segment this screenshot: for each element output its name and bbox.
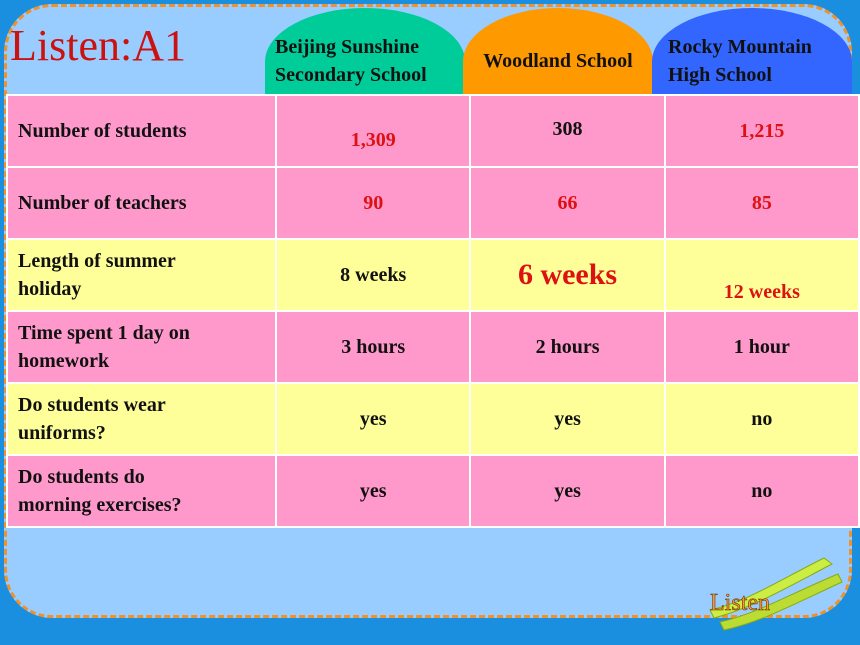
row-label-text: Number of teachers: [18, 192, 187, 214]
row-label: [7, 95, 276, 167]
row-label-text: uniforms?: [18, 422, 106, 444]
school-name-line: Secondary School: [275, 64, 427, 86]
school-name-line: High School: [668, 64, 772, 86]
row-label-text: Do students do: [18, 466, 145, 488]
table-row: [7, 455, 859, 527]
table-cell: 90: [276, 167, 470, 239]
table-cell: 1,309: [276, 95, 470, 167]
listen-logo[interactable]: [706, 552, 846, 632]
table-row: [7, 311, 859, 383]
school-name-line: Rocky Mountain: [668, 36, 812, 58]
table-cell: no: [665, 455, 859, 527]
table-row: [7, 383, 859, 455]
table-cell: 85: [665, 167, 859, 239]
table-cell: yes: [470, 383, 664, 455]
school-name-line: Woodland School: [483, 50, 633, 72]
row-label-text: holiday: [18, 278, 82, 300]
row-label-text: Number of students: [18, 120, 187, 142]
row-label: [7, 383, 276, 455]
row-label: [7, 239, 276, 311]
row-label-text: Time spent 1 day on: [18, 322, 190, 344]
row-label: [7, 455, 276, 527]
row-label: [7, 167, 276, 239]
row-label-text: Length of summer: [18, 250, 176, 272]
table-row: [7, 239, 859, 311]
logo-text: Listen: [710, 590, 770, 616]
row-label-text: morning exercises?: [18, 494, 182, 516]
row-label-text: homework: [18, 350, 110, 372]
table-cell: 2 hours: [470, 311, 664, 383]
table-cell: yes: [470, 455, 664, 527]
table-cell: 6 weeks: [470, 239, 664, 311]
table-row: [7, 95, 859, 167]
table-cell: 8 weeks: [276, 239, 470, 311]
table-cell: 3 hours: [276, 311, 470, 383]
table-cell: 1,215: [665, 95, 859, 167]
table-cell: no: [665, 383, 859, 455]
row-label: [7, 311, 276, 383]
table-cell: 308: [470, 95, 664, 167]
table-row: [7, 167, 859, 239]
table-cell: yes: [276, 383, 470, 455]
table-cell: 66: [470, 167, 664, 239]
table-cell: 12 weeks: [665, 239, 859, 311]
table-cell: 1 hour: [665, 311, 859, 383]
page-title: Listen:A1: [10, 21, 186, 70]
table-cell: yes: [276, 455, 470, 527]
comparison-table: [6, 94, 860, 528]
row-label-text: Do students wear: [18, 394, 166, 416]
school-name-line: Beijing Sunshine: [275, 36, 419, 58]
